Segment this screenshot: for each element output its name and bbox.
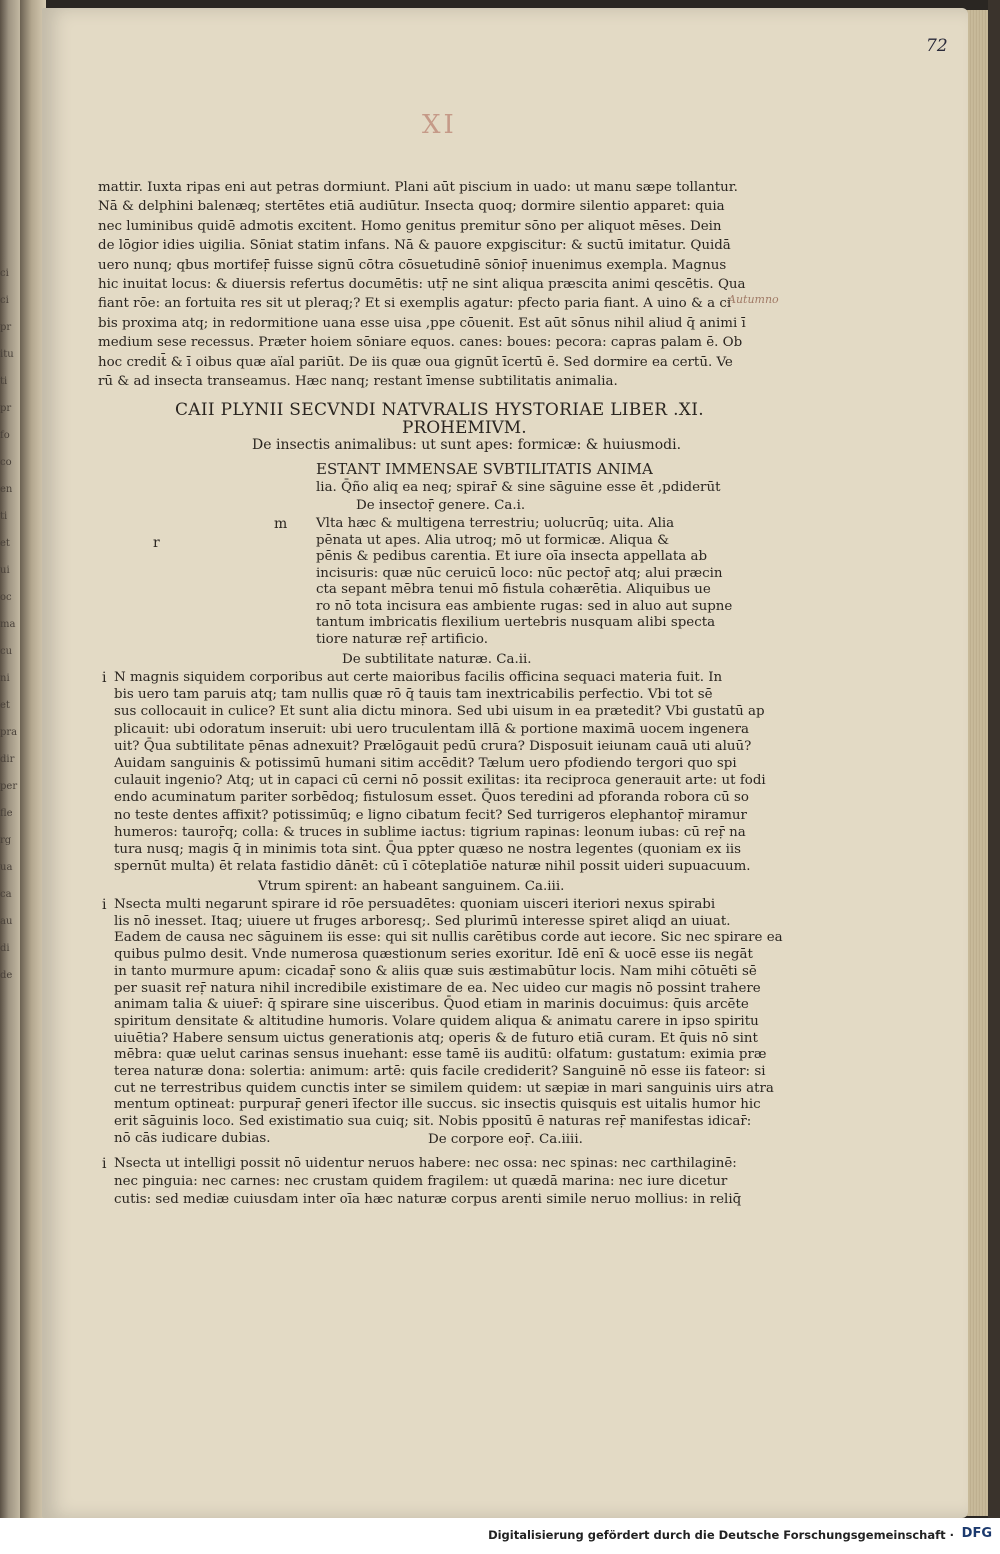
adjacent-fragment: rg	[0, 835, 12, 846]
adjacent-fragment: ci	[0, 295, 9, 306]
text-line: cta sepant mēbra tenui mō fistula cohærētia. Aliquibus ue	[316, 582, 711, 597]
text-line: Nā & delphini balenæq; stertētes etiā audiūtur. Insecta quoq; dormire silentio apparet: quia	[98, 199, 725, 215]
text-line: uiuētia? Habere sensum uictus generationis atq; operis & de futuro etiā curam. Et q̄uis nō sint	[114, 1030, 758, 1046]
adjacent-fragment: ti	[0, 511, 8, 522]
text-line: nec luminibus quidē admotis excitent. Homo genitus premitur sōno per aliquot mēses. Dein	[98, 218, 722, 234]
text-line: de lōgior idies uigilia. Sōniat statim infans. Nā & pauore expgiscitur: & suctū imitatur. Quidā	[98, 238, 731, 254]
adjacent-fragment: de	[0, 970, 13, 981]
adjacent-page-text	[0, 260, 20, 1300]
adjacent-fragment: per	[0, 781, 18, 792]
text-line: spernūt multa) ēt relata fastidio dānēt: cū ī cōteplatiōe naturæ nihil possit uideri supuacuum.	[114, 859, 751, 875]
text-line: hoc credit̄ & ī oibus quæ aïal pariūt. De iis quæ oua gignūt īcertū ē. Sed dormire ea certū. Ve	[98, 354, 733, 370]
text-line: culauit ingenio? Atq; ut in capaci cū cerni nō possit exilitas: ita reciproca generauit arte: ut fodi	[114, 773, 766, 789]
text-line: terea naturæ dona: solertia: animum: artē: quis facile crediderit? Sanguinē nō esse iis fateor: si	[114, 1064, 766, 1079]
text-line: in tanto murmure apum: cicadaṝ sono & aliis quæ suis æstimabūtur locis. Nam mihi cōtuēti sē	[114, 963, 757, 979]
adjacent-fragment: itu	[0, 349, 14, 360]
text-line: quibus pulmo desit. Vnde numerosa quæstionum series exoritur. Idē enī & uocē esse iis negāt	[114, 947, 753, 963]
text-line: cutis: sed mediæ cuiusdam inter oīa hæc naturæ corpus arenti simile neruo mollius: in reliq̄	[114, 1192, 742, 1207]
text-line: N magnis siquidem corporibus aut certe maioribus facilis officina sequaci materia fuit. In	[114, 670, 723, 685]
text-line: lia. Q̄ño aliq ea neq; spirar̄ & sine sāguine esse ēt ,pdiderūt	[316, 480, 721, 495]
text-line: Auidam sanguinis & potissimū humani sitim accēdit? Tælum uero pfodiendo tergori quo spi	[114, 756, 737, 771]
text-line: plicauit: ubi odoratum inseruit: ubi uero truculentam illā & portione maximā uocem ingenera	[114, 721, 749, 737]
adjacent-page-edge	[0, 0, 22, 1554]
adjacent-fragment: fo	[0, 430, 10, 441]
footer-bar	[0, 1518, 1000, 1554]
text-line: medium sese recessus. Præter hoiem sōniare equos. canes: boues: pecora: capras palam ē. Ob	[98, 335, 743, 351]
text-line: Nsecta ut intelligi possit nō uidentur neruos habere: nec ossa: nec spinas: nec carthilaginē:	[114, 1156, 737, 1171]
adjacent-fragment: di	[0, 943, 10, 954]
adjacent-fragment: ci	[0, 268, 9, 279]
text-line: pēnis & pedibus carentia. Et iure oīa insecta appellata ab	[316, 549, 708, 564]
adjacent-fragment: pra	[0, 727, 18, 738]
chapter-2-initial: i	[102, 670, 107, 686]
chapter-1-initial: m	[274, 516, 288, 532]
text-line: humeros: tauroṝq; colla: & truces in sublime iactus: tigrium rapinas: leonum iubas: cū reṝ na	[114, 824, 746, 840]
chapter-4-heading: De corpore eoṝ. Ca.iiii.	[428, 1132, 583, 1147]
book-subtitle: De insectis animalibus: ut sunt apes: formicæ: & huiusmodi.	[252, 437, 682, 453]
text-line: pēnata ut apes. Alia utroq; mō ut formicæ. Aliqua &	[316, 532, 670, 548]
adjacent-fragment: oc	[0, 592, 12, 603]
chapter-1-margin-letter: r	[153, 535, 160, 551]
book-page	[42, 8, 968, 1518]
page-stack-edge	[966, 10, 988, 1516]
text-line: per suasit reṝ natura nihil incredibile existimare de ea. Nec uideo cur magis nō possint trahere	[114, 980, 761, 996]
book-title: CAII PLYNII SECVNDI NATVRALIS HYSTORIAE LIBER .XI.	[175, 400, 704, 420]
adjacent-fragment: cu	[0, 646, 13, 657]
text-line: tura nusq; magis q̄ in minimis tota sint. Q̄ua ppter quæso ne nostra legentes (quoniam ex iis	[114, 842, 742, 857]
background-strip	[988, 0, 1000, 1554]
adjacent-fragment: ni	[0, 673, 10, 684]
text-line: tiore naturæ reṝ artificio.	[316, 631, 488, 647]
text-line: uero nunq; qbus mortifeṝ fuisse signū cōtra cōsuetudinē sōnioṝ inuenimus exempla. Magnus	[98, 257, 727, 273]
text-line: lis nō inesset. Itaq; uiuere ut fruges arboresq;. Sed plurimū interesse spiret aliqd an uiuat.	[114, 913, 731, 929]
adjacent-fragment: pr	[0, 403, 12, 414]
chapter-1-heading: De insectoṝ genere. Ca.i.	[356, 498, 526, 513]
adjacent-fragment: fle	[0, 808, 13, 819]
text-line: uit? Q̄ua subtilitate pēnas adnexuit? Prælōgauit pedū crura? Disposuit ieiunam cauā uti aluū?	[114, 738, 752, 754]
text-line: nec pinguia: nec carnes: nec crustam quidem fragilem: ut quædā marina: nec iure dicetur	[114, 1174, 728, 1189]
adjacent-fragment: dir	[0, 754, 15, 765]
margin-note: Autumno	[728, 293, 779, 306]
adjacent-fragment: en	[0, 484, 13, 495]
adjacent-fragment: ti	[0, 376, 8, 387]
dfg-logo: DFG	[961, 1526, 992, 1541]
adjacent-fragment: ca	[0, 889, 12, 900]
chapter-note: XI	[422, 110, 457, 140]
text-line: Nsecta multi negarunt spirare id rōe persuadētes: quoniam uisceri iteriori nexus spirabi	[114, 897, 716, 912]
prohemium-heading: PROHEMIVM.	[402, 418, 527, 438]
text-line: erit sāguinis loco. Sed existimatio sua cuiq; sit. Nobis ppositū ē naturas reṝ manifestas idicar̄:	[114, 1114, 752, 1130]
text-line: endo acuminatum pariter sorbēdoq; fistulosum esset. Q̄uos teredini ad pforanda robora cū so	[114, 790, 749, 806]
chapter-3-initial: i	[102, 897, 107, 913]
text-line: mattir. Iuxta ripas eni aut petras dormiunt. Plani aūt piscium in uado: ut manu sæpe tollantur.	[98, 180, 738, 195]
adjacent-fragment: et	[0, 538, 10, 549]
text-line: ro nō tota incisura eas ambiente rugas: sed in aluo aut supne	[316, 598, 733, 614]
chapter-4-initial: i	[102, 1156, 107, 1172]
text-line: Vlta hæc & multigena terrestriu; uolucrūq; uita. Alia	[316, 516, 675, 531]
funding-notice: Digitalisierung gefördert durch die Deutsche Forschungsgemeinschaft ·	[488, 1528, 954, 1542]
text-line: nō cās iudicare dubias.	[114, 1130, 271, 1146]
text-line: mēbra: quæ uelut carinas sensus inuehant: esse tamē iis auditū: olfatum: gustatum: eximia præ	[114, 1047, 767, 1063]
text-line: fiant rōe: an fortuita res sit ut pleraq;? Et si exemplis agatur: pfecto paria fiant. A uino & a ci	[98, 296, 732, 312]
adjacent-fragment: ui	[0, 565, 10, 576]
text-line: animam talia & uiuer̄: q̄ spirare sine uisceribus. Q̄uod etiam in marinis docuimus: q̄uis arcēte	[114, 997, 749, 1013]
adjacent-fragment: et	[0, 700, 10, 711]
text-line: hic inuitat locus: & diuersis refertus documētis: utṝ ne sint aliqua præscita animi qescētis. Qua	[98, 277, 746, 292]
folio-number: 72	[926, 36, 948, 56]
chapter-2-heading: De subtilitate naturæ. Ca.ii.	[342, 652, 532, 667]
text-line: tantum imbricatis flexilium uertebris nusquam alibi specta	[316, 615, 716, 630]
adjacent-fragment: co	[0, 457, 12, 468]
text-line: bis proxima atq; in redormitione uana esse uisa ,ppe cōuenit. Est aūt sōnus nihil aliud q̄ animi ī	[98, 315, 746, 331]
adjacent-fragment: au	[0, 916, 13, 927]
adjacent-fragment: ma	[0, 619, 16, 630]
text-line: spiritum densitate & altitudine humoris. Volare quidem aliqua & animatu carere in ipso spiritu	[114, 1013, 759, 1029]
adjacent-fragment: ua	[0, 862, 13, 873]
text-line: sus collocauit in culice? Et sunt alia dictu minora. Sed ubi uisum in ea prætedit? Vbi gustatū ap	[114, 704, 765, 720]
text-line: rū & ad insecta transeamus. Hæc nanq; restant īmense subtilitatis animalia.	[98, 374, 618, 389]
text-line: cut ne terrestribus quidem cunctis inter se similem quidem: ut sæpiæ in mari sanguinis uirs atra	[114, 1080, 774, 1096]
text-line: incisuris: quæ nūc ceruicū loco: nūc pectoṝ atq; alui præcin	[316, 565, 723, 581]
text-line: bis uero tam paruis atq; tam nullis quæ rō q̄ tauis tam inextricabilis perfectio. Vbi tot sē	[114, 687, 713, 703]
text-line: no teste dentes affixit? potissimūq; e ligno cibatum fecit? Sed turrigeros elephantoṝ miramur	[114, 807, 747, 823]
adjacent-fragment: pr	[0, 322, 12, 333]
chapter-3-heading: Vtrum spirent: an habeant sanguinem. Ca.iii.	[258, 879, 565, 894]
incipit-line: ESTANT IMMENSAE SVBTILITATIS ANIMA	[316, 460, 653, 478]
text-line: mentum optineat: purpuraṝ generi īfector ille succus. sic insectis quisquis est uitalis humor hic	[114, 1097, 761, 1113]
text-line: Eadem de causa nec sāguinem iis esse: qui sit nullis carētibus corde aut iecore. Sic nec spirare ea	[114, 930, 783, 946]
